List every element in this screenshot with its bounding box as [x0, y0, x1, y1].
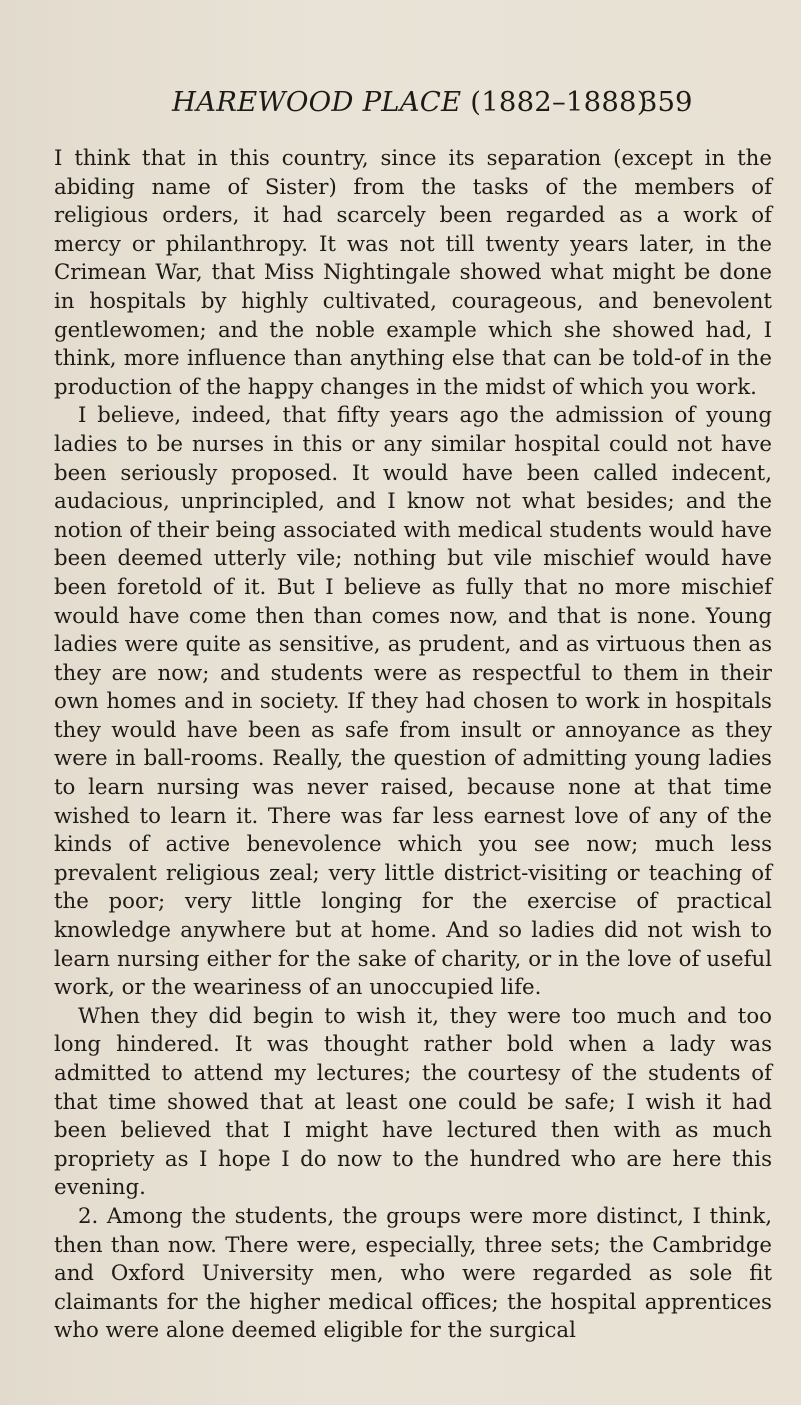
page-number: 359 [640, 86, 693, 118]
page-header [0, 86, 801, 126]
paragraph: 2. Among the students, the groups were more distinct, I think, then than now. There were, especially, three sets; the Cambridge and Oxford University men, who were regarded as sole fit claimants for the higher medical offices; the hospital apprentices who were alone deemed eligible for the surgical [54, 1203, 772, 1344]
body-text [54, 145, 772, 1346]
paragraph: When they did begin to wish it, they were too much and too long hindered. It was thought rather bold when a lady was admitted to attend my lectures; the courtesy of the students of that time showed that at least one could be safe; I wish it had been believed that I might have lectured then with as much propriety as I hope I do now to the hundred who are here this evening. [54, 1003, 772, 1201]
running-head-title: HAREWOOD PLACE [172, 86, 462, 118]
paragraph: I think that in this country, since its separation (except in the abiding name of Sister) from the tasks of the members of religious orders, it had scarcely been regarded as a work of mercy or philanthropy. It was not till twenty years later, in the Crimean War, that Miss Nightingale showed what might be done in hospitals by highly cultivated, courageous, and benevolent gentlewomen; and the noble example which she showed had, I think, more influence than anything else that can be told-of in the production of the happy changes in the midst of which you work. [54, 146, 772, 400]
running-head [172, 86, 648, 118]
running-head-years: (1882–1888) [470, 86, 648, 118]
paragraph: I believe, indeed, that fifty years ago the admission of young ladies to be nurses in this or any similar hospital could not have been seriously proposed. It would have been called indecent, audacious, unprincipled, and I know not what besides; and the notion of their being associated with medical students would have been deemed utterly vile; nothing but vile mischief would have been foretold of it. But I believe as fully that no more mischief would have come then than comes now, and that is none. Young ladies were quite as sensitive, as prudent, and as virtuous then as they are now; and students were as respectful to them in their own homes and in society. If they had chosen to work in hospitals they would have been as safe from insult or annoyance as they were in ball-rooms. Really, the question of admitting young ladies to learn nursing was never raised, because none at that time wished to learn it. There was far less earnest love of any of the kinds of active benevolence which you see now; much less prevalent religious zeal; very little district-visiting or teaching of the poor; very little longing for the exercise of practical knowledge anywhere but at home. And so ladies did not wish to learn nursing either for the sake of charity, or in the love of useful work, or the weariness of an unoccupied life. [54, 403, 772, 1001]
